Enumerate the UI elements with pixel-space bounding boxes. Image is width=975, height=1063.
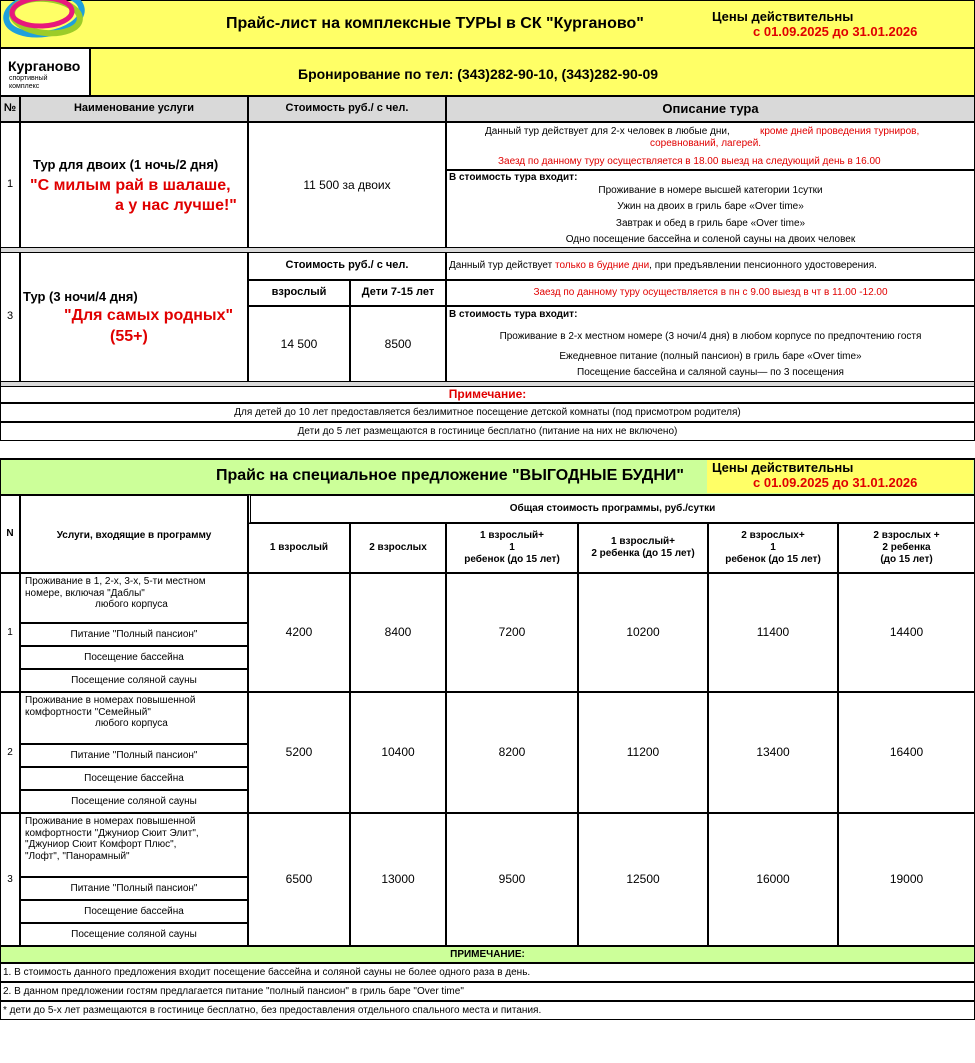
t2-note-title: ПРИМЕЧАНИЕ: <box>0 946 975 963</box>
t2-price: 14400 <box>838 573 975 692</box>
t2-room-line: Проживание в номерах повышенной <box>25 816 196 827</box>
t2-col-header-line: (до 15 лет) <box>880 554 933 565</box>
tour2-num: 3 <box>0 252 20 382</box>
t2-row-num: 2 <box>0 692 20 813</box>
tour1-item: Одно посещение бассейна и соленой сауны на двоих человек <box>565 234 856 245</box>
tour2-slogan1: "Для самых родных" <box>64 307 234 324</box>
t2-room-line: любого корпуса <box>95 718 168 729</box>
t2-service: Посещение бассейна <box>20 767 248 790</box>
t2-col-header-line: 1 взрослый+ <box>480 530 544 541</box>
t2-price: 10200 <box>578 573 708 692</box>
t2-col-services: Услуги, входящие в программу <box>20 495 248 573</box>
t2-col-header <box>248 523 350 573</box>
tour2-desc1 <box>449 260 877 272</box>
tour2-includes: В стоимость тура входит: <box>449 309 578 320</box>
logo-sub2: комплекс <box>9 83 40 90</box>
t1-col-name: Наименование услуги <box>20 96 248 122</box>
t2-price: 5200 <box>248 692 350 813</box>
t2-price: 7200 <box>446 573 578 692</box>
t2-service: Посещение бассейна <box>20 646 248 669</box>
tour1-item: Проживание в номере высшей категории 1сутки <box>598 185 823 196</box>
t1-note: Дети до 5 лет размещаются в гостинице бесплатно (питание на них не включено) <box>0 422 975 441</box>
logo-sub1: спортивный <box>9 75 48 82</box>
t2-col-header-line: ребенок (до 15 лет) <box>464 554 560 565</box>
t2-room-desc <box>20 573 248 623</box>
t2-service: Питание "Полный пансион" <box>20 744 248 767</box>
t2-service: Питание "Полный пансион" <box>20 623 248 646</box>
logo-name: Курганово <box>8 58 81 74</box>
t1-note-title: Примечание: <box>0 386 975 403</box>
t2-col-header-line: 2 взрослых <box>369 542 427 553</box>
t1-col-price: Стоимость руб./ с чел. <box>248 96 446 122</box>
t2-col-header <box>838 523 975 573</box>
tour1-slogan2: а у нас лучше!" <box>115 197 237 214</box>
t2-price: 16000 <box>708 813 838 946</box>
t2-title: Прайс на специальное предложение "ВЫГОДНЫЕ БУДНИ" <box>216 467 684 484</box>
t2-price: 11400 <box>708 573 838 692</box>
t2-col-header-line: 1 <box>770 542 776 553</box>
kurganovo-logo-icon <box>2 0 90 46</box>
t2-col-header-line: ребенок (до 15 лет) <box>725 554 821 565</box>
t2-col-header-line: 2 ребенка (до 15 лет) <box>591 548 695 559</box>
t2-valid-label: Цены действительны <box>712 460 854 475</box>
tour2-item: Посещение бассейна и саляной сауны— по 3 посещения <box>577 367 844 378</box>
t2-room-desc <box>20 692 248 744</box>
t2-price: 16400 <box>838 692 975 813</box>
t2-col-header-line: 2 взрослых+ <box>741 530 805 541</box>
tour2-adult-label: взрослый <box>248 280 350 306</box>
t2-col-n: N <box>0 495 20 573</box>
t2-service: Посещение соляной сауны <box>20 790 248 813</box>
t2-service: Питание "Полный пансион" <box>20 877 248 900</box>
tour2-item: Проживание в 2-х местном номере (3 ночи/4 дня) в любом корпусе по предпочтению гостя <box>499 331 922 342</box>
tour1-item: Ужин на двоих в гриль баре «Over time» <box>617 201 804 212</box>
tour1-desc2: Заезд по данному туру осуществляется в 18.00 выезд на следующий день в 16.00 <box>498 156 881 167</box>
tour1-slogan1: "С милым рай в шалаше, <box>30 177 231 194</box>
t1-col-desc: Описание тура <box>446 96 975 122</box>
tour2-child-price: 8500 <box>350 306 446 382</box>
tour1-desc1b: кроме дней проведения турниров, <box>760 126 920 137</box>
tour2-name: Тур (3 ночи/4 дня) <box>23 289 138 304</box>
t2-row-num: 1 <box>0 573 20 692</box>
t2-col-header-line: 1 взрослый <box>269 542 329 553</box>
t2-col-total: Общая стоимость программы, руб./сутки <box>248 495 975 523</box>
t2-room-line: "Джуниор Сюит Комфорт Плюс", <box>25 839 177 850</box>
t2-valid-dates: с 01.09.2025 до 31.01.2026 <box>753 475 918 490</box>
t2-price: 9500 <box>446 813 578 946</box>
tour1-price: 11 500 за двоих <box>248 122 446 248</box>
tour2-desc2: Заезд по данному туру осуществляется в пн с 9.00 выезд в чт в 11.00 -12.00 <box>446 280 975 306</box>
t2-room-line: номере, включая "Даблы" <box>25 587 145 599</box>
t1-col-num: № <box>0 96 20 122</box>
t2-price: 10400 <box>350 692 446 813</box>
tour2-slogan2: (55+) <box>110 328 148 345</box>
t2-room-line: комфортности "Семейный" <box>25 706 151 718</box>
t2-col-header <box>578 523 708 573</box>
t2-note: * дети до 5-х лет размещаются в гостинице бесплатно, без предоставления отдельного спального места и питания. <box>0 1001 975 1020</box>
t2-service: Посещение бассейна <box>20 900 248 923</box>
t2-col-header-line: 2 ребенка <box>882 542 931 553</box>
t2-price: 12500 <box>578 813 708 946</box>
t2-price: 13400 <box>708 692 838 813</box>
t2-service: Посещение соляной сауны <box>20 669 248 692</box>
t2-price: 13000 <box>350 813 446 946</box>
t2-price: 19000 <box>838 813 975 946</box>
t1-note: Для детей до 10 лет предоставляется безлимитное посещение детской комнаты (под присмотром родителя) <box>0 403 975 422</box>
tour2-desc1b: только в будние дни <box>554 260 650 271</box>
t2-service: Посещение соляной сауны <box>20 923 248 946</box>
tour1-item: Завтрак и обед в гриль баре «Over time» <box>615 218 806 229</box>
t2-room-line: любого корпуса <box>95 599 168 610</box>
t2-col-header <box>446 523 578 573</box>
t2-price: 4200 <box>248 573 350 692</box>
tour1-includes: В стоимость тура входит: <box>449 172 578 183</box>
tour2-child-label: Дети 7-15 лет <box>350 280 446 306</box>
t2-col-header-line: 1 <box>509 542 515 553</box>
t2-note: 2. В данном предложении гостям предлагается питание "полный пансион" в гриль баре "Over time" <box>0 982 975 1001</box>
t2-col-header-line: 1 взрослый+ <box>611 536 675 547</box>
t2-price: 8400 <box>350 573 446 692</box>
t2-row-num: 3 <box>0 813 20 946</box>
tour2-price-header: Стоимость руб./ с чел. <box>248 252 446 280</box>
t2-col-header-line: 2 взрослых + <box>873 530 940 541</box>
tour2-item: Ежедневное питание (полный пансион) в гриль баре «Over time» <box>559 351 862 362</box>
t2-price: 11200 <box>578 692 708 813</box>
tour1-name: Тур для двоих (1 ночь/2 дня) <box>33 157 219 172</box>
t2-col-header <box>350 523 446 573</box>
t2-col-header <box>708 523 838 573</box>
t2-room-desc <box>20 813 248 877</box>
tour2-adult-price: 14 500 <box>248 306 350 382</box>
t2-room-line: "Лофт", "Панорамный" <box>25 850 130 862</box>
booking-phones: Бронирование по тел: (343)282-90-10, (343)282-90-09 <box>298 66 659 82</box>
tour1-num: 1 <box>0 122 20 248</box>
tour1-desc1a: Данный тур действует для 2-х человек в любые дни, <box>485 126 730 137</box>
header-valid-dates: с 01.09.2025 до 31.01.2026 <box>753 24 918 39</box>
t2-room-line: Проживание в 1, 2-х, 3-х, 5-ти местном <box>25 576 206 587</box>
tour1-desc1c: соревнований, лагерей. <box>650 138 762 149</box>
t2-price: 6500 <box>248 813 350 946</box>
tour2-desc1c: , при предъявлении пенсионного удостоверения. <box>649 260 877 271</box>
header-valid-label: Цены действительны <box>712 9 854 24</box>
t2-note: 1. В стоимость данного предложения входит посещение бассейна и соляной сауны не более одного раза в день. <box>0 963 975 982</box>
t2-room-line: комфортности "Джуниор Сюит Элит", <box>25 827 199 839</box>
header-title: Прайс-лист на комплексные ТУРЫ в СК "Курганово" <box>226 15 644 32</box>
tour2-desc1a: Данный тур действует <box>449 260 553 271</box>
t2-room-line: Проживание в номерах повышенной <box>25 695 196 706</box>
t2-price: 8200 <box>446 692 578 813</box>
